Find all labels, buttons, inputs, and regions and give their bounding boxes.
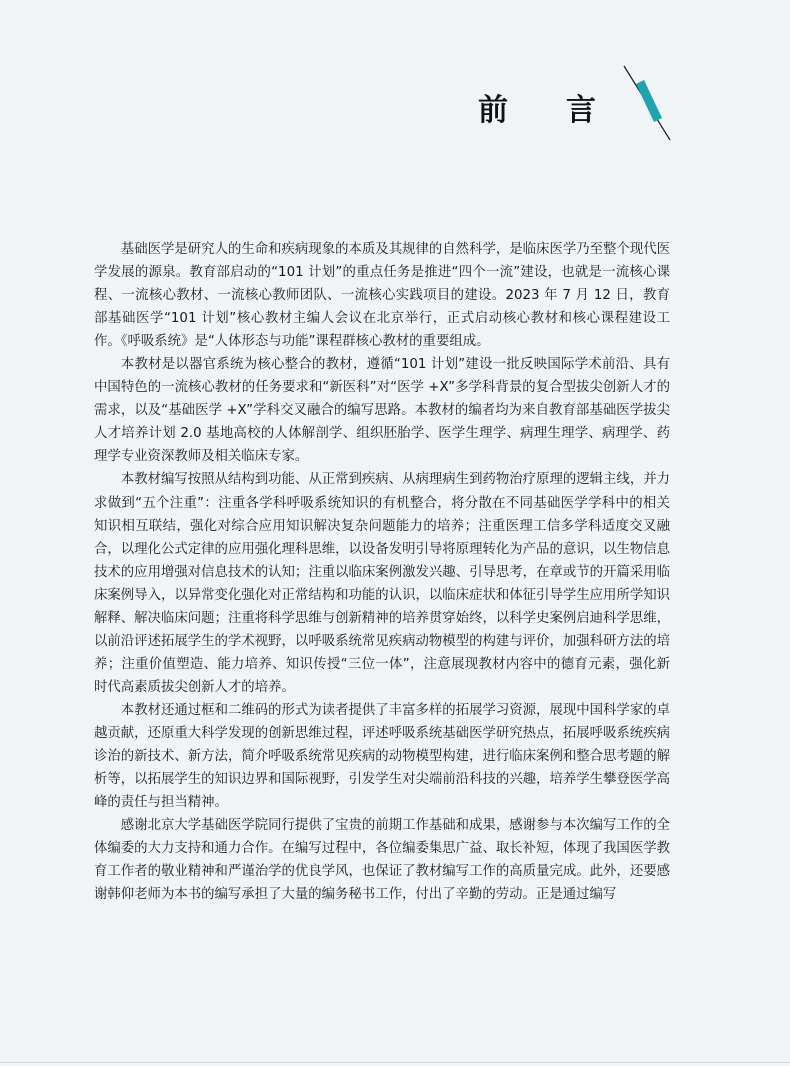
title-char-2: 言 <box>566 93 596 128</box>
paragraph-5: 感谢北京大学基础医学院同行提供了宝贵的前期工作基础和成果，感谢参与本次编写工作的全体编委的大力支持和通力合作。在编写过程中，各位编委集思广益、取长补短，体现了我国医学教育工作者的敬业精神和严谨治学的优良学风，也保证了教材编写工作的高质量完成。此外，还要感谢韩仰老师为本书的编写承担了大量的编务秘书工作，付出了辛勤的劳动。正是通过编写 <box>94 818 670 903</box>
paragraph-1: 基础医学是研究人的生命和疾病现象的本质及其规律的自然科学，是临床医学乃至整个现代医学发展的源泉。教育部启动的“101 计划”的重点任务是推进“四个一流”建设，也就是一流核心课程、一流核心教材、一流核心教师团队、一流核心实践项目的建设。2023 年 7 月 12 日，教育部基础医学“101 计划”核心教材主编人会议在北京举行，正式启动核心教材和核心课程建设工作。《呼吸系统》是“人体形态与功能”课程群核心教材的重要组成。 <box>94 242 670 350</box>
paragraph-3: 本教材编写按照从结构到功能、从正常到疾病、从病理病生到药物治疗原理的逻辑主线，并力求做到“五个注重”：注重各学科呼吸系统知识的有机整合，将分散在不同基础医学学科中的相关知识相互联结，强化对综合应用知识解决复杂问题能力的培养；注重医理工信多学科适度交叉融合，以理化公式定律的应用强化理科思维，以设备发明引导将原理转化为产品的意识，以生物信息技术的应用增强对信息技术的认知；注重以临床案例激发兴趣、引导思考，在章或节的开篇采用临床案例导入，以异常变化强化对正常结构和功能的认识，以临床症状和体征引导学生应用所学知识解释、解决临床问题；注重将科学思维与创新精神的培养贯穿始终，以科学史案例启迪科学思维，以前沿评述拓展学生的学术视野，以呼吸系统常见疾病动物模型的构建与评价，加强科研方法的培养；注重价值塑造、能力培养、知识传授“三位一体”，注意展现教材内容中的德育元素，强化新时代高素质拔尖创新人才的培养。 <box>94 472 670 695</box>
page-bottom-edge <box>0 1062 790 1063</box>
page-title <box>478 85 596 129</box>
paragraph-2: 本教材是以器官系统为核心整合的教材，遵循“101 计划”建设一批反映国际学术前沿、具有中国特色的一流核心教材的任务要求和“新医科”对“医学 +X”多学科背景的复合型拔尖创新人才的需求，以及“基础医学 +X”学科交叉融合的编写思路。本教材的编者均为来自教育部基础医学拔尖人才培养计划 2.0 基地高校的人体解剖学、组织胚胎学、医学生理学、病理生理学、病理学、药理学专业资深教师及相关临床专家。 <box>94 357 670 465</box>
title-char-1: 前 <box>478 93 508 128</box>
title-decoration-icon <box>618 62 674 144</box>
paragraph-4: 本教材还通过框和二维码的形式为读者提供了丰富多样的拓展学习资源，展现中国科学家的卓越贡献，还原重大科学发现的创新思维过程，评述呼吸系统基础医学研究热点，拓展呼吸系统疾病诊治的新技术、新方法，简介呼吸系统常见疾病的动物模型构建，进行临床案例和整合思考题的解析等，以拓展学生的知识边界和国际视野，引发学生对尖端前沿科技的兴趣，培养学生攀登医学高峰的责任与担当精神。 <box>94 702 670 811</box>
preface-body <box>94 238 670 906</box>
